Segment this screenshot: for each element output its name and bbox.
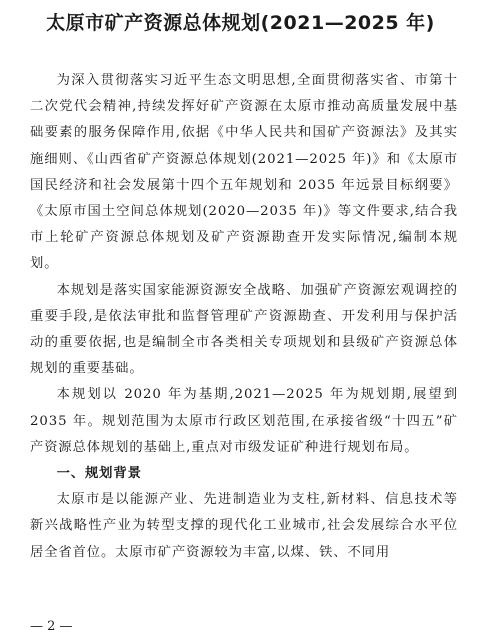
paragraph-background: 太原市是以能源产业、先进制造业为支柱,新材料、信息技术等新兴战略性产业为转型支撑的现代化工业城市,社会发展综合水平位居全省首位。太原市矿产资源较为丰富,以煤、铁、不同用 <box>30 492 458 560</box>
paragraph-scope: 本规划以 2020 年为基期,2021—2025 年为规划期,展望到 2035 年。规划范围为太原市行政区划范围,在承接省级“十四五”矿产资源总体规划的基础上,重点对市级发证矿种进行规划布局。 <box>30 387 458 455</box>
section-heading-background: 一、规划背景 <box>56 466 142 482</box>
page-number: — 2 — <box>30 619 73 634</box>
document-body <box>30 68 458 566</box>
document-title: 太原市矿产资源总体规划(2021—2025 年) <box>46 12 435 34</box>
paragraph-role: 本规划是落实国家能源资源安全战略、加强矿产资源宏观调控的重要手段,是依法审批和监督管理矿产资源勘查、开发利用与保护活动的重要依据,也是编制全市各类相关专项规划和县级矿产资源总体规划的重要基础。 <box>30 282 458 377</box>
paragraph-purpose: 为深入贯彻落实习近平生态文明思想,全面贯彻落实省、市第十二次党代会精神,持续发挥好矿产资源在太原市推动高质量发展中基础要素的服务保障作用,依据《中华人民共和国矿产资源法》及其实施细则、《山西省矿产资源总体规划(2021—2025 年)》和《太原市国民经济和社会发展第十四个五年规划和 2035 年远景目标纲要》《太原市国土空间总体规划(2020—2035 年)》等文件要求,结合我市上轮矿产资源总体规划及矿产资源勘查开发实际情况,编制本规划。 <box>30 73 458 272</box>
